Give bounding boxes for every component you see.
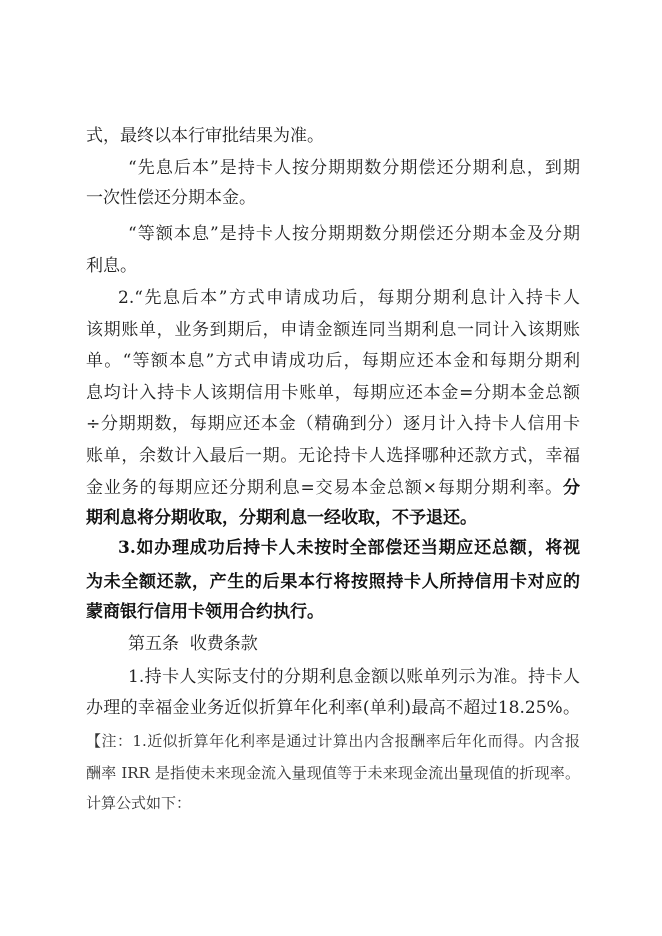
text-line: 息均计入持卡人该期信用卡账单，每期应还本金=分期本金总额 [86,383,580,403]
note-line: 酬率 IRR 是指使未来现金流入量现值等于未来现金流出量现值的折现率。 [86,764,580,782]
section-heading: 第五条 收费条款 [128,634,258,654]
text-line: 2.“先息后本”方式申请成功后，每期分期利息计入持卡人 [118,288,580,308]
bold-text-segment: 分 [563,478,580,498]
text-segment: 金业务的每期应还分期利息=交易本金总额×每期分期利率。 [86,478,563,498]
text-line: 办理的幸福金业务近似折算年化利率(单利)最高不超过18.25%。 [86,698,580,718]
text-line: 单。“等额本息”方式申请成功后，每期应还本金和每期分期利 [86,351,580,371]
bold-text-line: 期利息将分期收取，分期利息一经收取，不予退还。 [86,508,477,528]
text-line: 式，最终以本行审批结果为准。 [86,126,324,146]
text-line: “先息后本”是持卡人按分期期数分期偿还分期利息，到期 [128,158,580,178]
bold-text-line: 为未全额还款，产生的后果本行将按照持卡人所持信用卡对应的 [86,572,580,592]
note-line: 【注：1.近似折算年化利率是通过计算出内含报酬率后年化而得。内含报 [86,732,580,750]
text-line: 利息。 [86,256,137,276]
text-line: 1.持卡人实际支付的分期利息金额以账单列示为准。持卡人 [128,667,580,687]
text-line: 一次性偿还分期本金。 [86,188,256,208]
text-line: “等额本息”是持卡人按分期期数分期偿还分期本金及分期 [128,224,580,244]
text-line: 账单，余数计入最后一期。无论持卡人选择哪种还款方式，幸福 [86,446,580,466]
bold-text-line: 蒙商银行信用卡领用合约执行。 [86,602,324,622]
note-line: 计算公式如下： [86,794,192,812]
text-line: ÷分期期数，每期应还本金（精确到分）逐月计入持卡人信用卡 [86,414,580,434]
text-line: 该期账单，业务到期后，申请金额连同当期利息一同计入该期账 [86,320,580,340]
bold-text-line: 3.如办理成功后持卡人未按时全部偿还当期应还总额，将视 [118,538,580,558]
text-line [86,477,580,499]
